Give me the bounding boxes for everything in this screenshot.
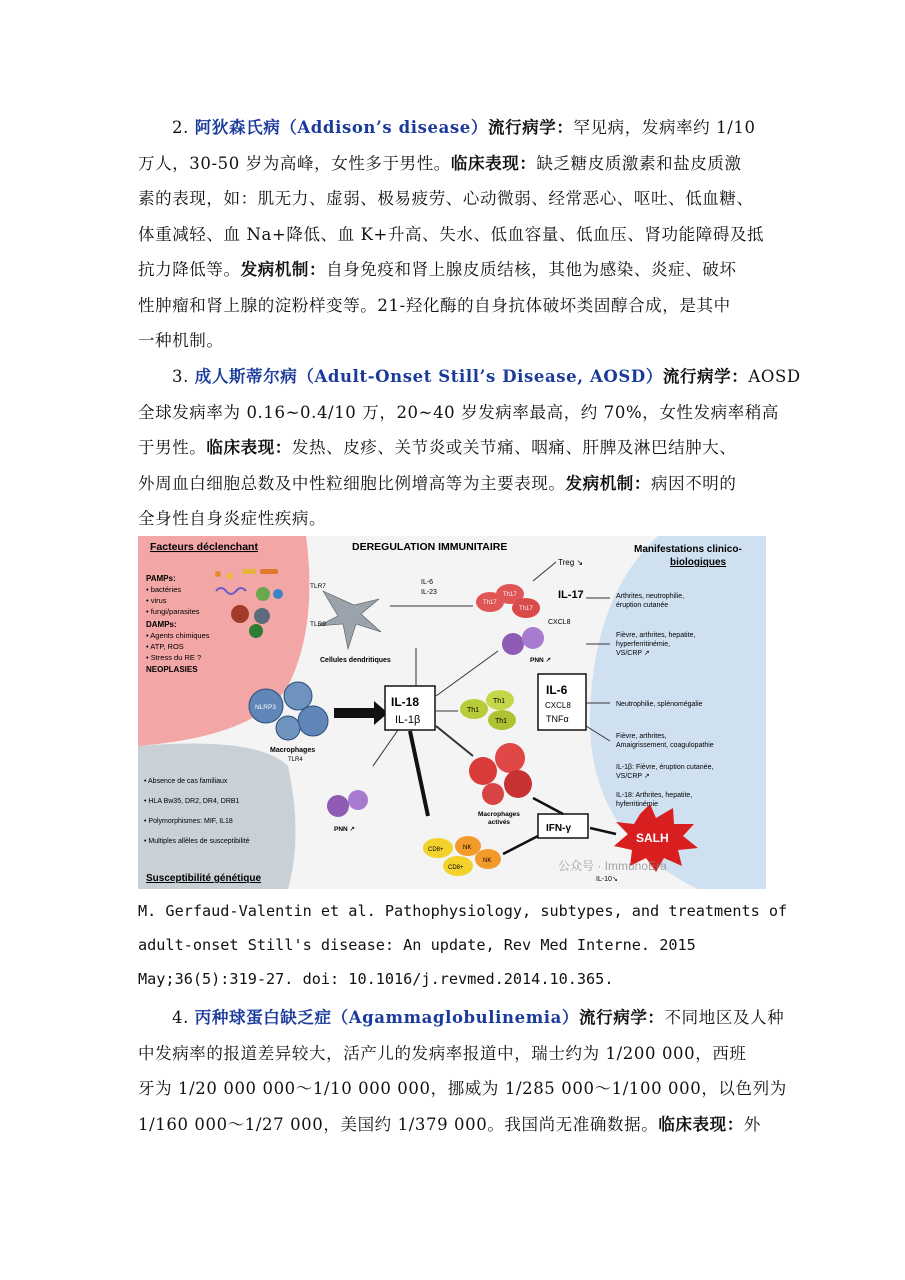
cxcl8-label: CXCL8	[548, 619, 571, 626]
aosd-line-1: 3. 成人斯蒂尔病（Adult-Onset Still’s Disease, AOSD）流行病学：AOSD	[172, 367, 801, 386]
caption-line-1: M. Gerfaud-Valentin et al. Pathophysiology, subtypes, and treatments of	[138, 902, 788, 920]
macact-label-2: activés	[488, 819, 511, 826]
caption-line-2: adult-onset Still's disease: An update, Rev Med Interne. 2015	[138, 936, 696, 954]
macact-label-1: Macrophages	[478, 811, 520, 818]
cd8-label-1: CD8+	[428, 847, 444, 853]
sus-item-3: • Polymorphismes: MIF, IL18	[144, 818, 233, 825]
addison-heading: 阿狄森氏病（Addison’s disease）	[194, 118, 488, 137]
addison-mechanism-label: 发病机制：	[240, 260, 327, 279]
il17-label: IL-17	[558, 589, 584, 601]
il1b-label: IL-1β	[395, 714, 421, 726]
addison-line-1: 2. 阿狄森氏病（Addison’s disease）流行病学：罕见病，发病率约 1/10	[172, 118, 756, 137]
damps-item-2: • ATP, ROS	[146, 642, 184, 651]
nk-label-2: NK	[483, 858, 492, 864]
caption-line-3: May;36(5):319-27. doi: 10.1016/j.revmed.2014.10.365.	[138, 970, 614, 988]
damps-item-3: • Stress du RE ?	[146, 653, 202, 662]
aosd-line-4: 外周血白细胞总数及中性粒细胞比例增高等为主要表现。发病机制：病因不明的	[138, 473, 737, 493]
sus-item-2: • HLA Bw35, DR2, DR4, DRB1	[144, 798, 240, 805]
susceptibility-panel	[138, 744, 296, 890]
manif-5: VS/CRP ↗	[616, 650, 650, 657]
cxcl8-box-label: CXCL8	[545, 701, 571, 710]
agamma-line-3: 牙为 1/20 000 000～1/10 000 000，挪威为 1/285 000～1/100 000，以色列为	[138, 1079, 787, 1098]
manif-title-1: Manifestations clinico-	[634, 544, 742, 555]
nlrp3-label: NLRP3	[255, 704, 276, 711]
agamma-line-4: 1/160 000～1/27 000，美国约 1/379 000。我国尚无准确数据。临床表现：外	[138, 1114, 761, 1134]
aosd-heading: 成人斯蒂尔病（Adult-Onset Still’s Disease, AOSD）	[194, 367, 663, 386]
manif-11: IL-18: Arthrites, hepatite,	[616, 792, 693, 799]
manif-8: Amaigrissement, coagulopathie	[616, 742, 714, 749]
th1-label-1: Th1	[467, 707, 480, 714]
nk-label-1: NK	[463, 845, 472, 851]
addison-paragraph	[138, 110, 770, 359]
addison-line-4: 体重减轻、血 Na+降低、血 K+升高、失水、低血容量、低血压、肾功能障碍及抵	[138, 224, 765, 244]
pamps-item-1: • bactéries	[146, 585, 182, 594]
pamps-label: PAMPs:	[146, 574, 176, 583]
il10-label: IL-10↘	[596, 876, 618, 883]
watermark-label: 公众号 · ImmunoEra	[558, 859, 667, 873]
pnn-top-label: PNN ↗	[530, 657, 551, 664]
agamma-epi-label: 流行病学：	[579, 1008, 665, 1027]
manif-6: Neutrophilie, splénomégalie	[616, 701, 703, 708]
sus-item-1: • Absence de cas familiaux	[144, 778, 228, 785]
manif-3: Fièvre, arthrites, hepatite,	[616, 632, 696, 639]
pamps-item-2: • virus	[146, 596, 167, 605]
tlr9-label: TLR9	[310, 621, 326, 628]
agamma-paragraph	[138, 1000, 787, 1142]
addison-line-2: 万人，30-50 岁为高峰，女性多于男性。临床表现：缺乏糖皮质激素和盐皮质激	[138, 153, 742, 173]
il23-label: IL-23	[421, 589, 437, 596]
il6-box-label: IL-6	[546, 683, 568, 697]
aosd-line-5: 全身性自身炎症性疾病。	[138, 509, 327, 528]
aosd-line-2: 全球发病率为 0.16~0.4/10 万，20~40 岁发病率最高，约 70%，女性发病率稍高	[138, 402, 780, 422]
addison-line-6: 性肿瘤和肾上腺的淀粉样变等。21-羟化酶的自身抗体破坏类固醇合成，是其中	[138, 295, 731, 315]
tlr4-label: TLR4	[288, 757, 303, 763]
addison-line-5: 抗力降低等。发病机制：自身免疫和肾上腺皮质结核，其他为感染、炎症、破坏	[138, 260, 737, 279]
addison-epi-label: 流行病学：	[487, 118, 574, 137]
manif-2: éruption cutanée	[616, 602, 669, 609]
treg-label: Treg ↘	[558, 558, 584, 567]
sus-item-4: • Multiples allèles de susceptibilité	[144, 838, 250, 845]
manif-7: Fièvre, arthrites,	[616, 733, 667, 740]
aosd-clinical-label: 临床表现：	[206, 438, 292, 457]
pnn-bottom-label: PNN ↗	[334, 826, 355, 833]
aosd-pathophysiology-figure	[138, 536, 766, 889]
il18-label: IL-18	[391, 695, 420, 709]
ifn-label: IFN-γ	[546, 823, 571, 834]
damps-item-1: • Agents chimiques	[146, 631, 210, 640]
pamps-item-3: • fungi/parasites	[146, 607, 200, 616]
agamma-heading: 丙种球蛋白缺乏症（Agammaglobulinemia）	[194, 1008, 580, 1027]
manif-4: hyperferritinémie,	[616, 641, 671, 648]
th17-label-3: Th17	[519, 606, 533, 612]
manif-title-2: biologiques	[670, 557, 727, 568]
salh-label: SALH	[636, 831, 669, 845]
aosd-epi-label: 流行病学：	[662, 367, 749, 386]
addison-line-3: 素的表现，如：肌无力、虚弱、极易疲劳、心动微弱、经常恶心、呕吐、低血糖、	[138, 189, 754, 208]
neoplasies-label: NEOPLASIES	[146, 665, 198, 674]
agamma-clinical-label: 临床表现：	[658, 1114, 744, 1134]
tlr7-label: TLR7	[310, 583, 326, 590]
aosd-mechanism-label: 发病机制：	[565, 473, 651, 493]
manif-12: hyferritinémie	[616, 801, 659, 808]
agamma-line-1: 4. 丙种球蛋白缺乏症（Agammaglobulinemia）流行病学：不同地区及人种	[172, 1008, 785, 1027]
agamma-line-2: 中发病率的报道差异较大，活产儿的发病率报道中，瑞士约为 1/200 000，西班	[138, 1043, 747, 1063]
damps-label: DAMPs:	[146, 620, 177, 629]
addison-line-7: 一种机制。	[138, 331, 224, 350]
th17-label-1: Th17	[483, 600, 497, 606]
figure-caption	[138, 894, 788, 996]
th1-label-3: Th1	[495, 718, 508, 725]
th1-label-2: Th1	[493, 698, 506, 705]
tnf-box-label: TNFα	[546, 714, 569, 724]
macrophages-label: Macrophages	[270, 747, 316, 754]
center-title: DEREGULATION IMMUNITAIRE	[352, 541, 508, 553]
addison-clinical-label: 临床表现：	[450, 153, 537, 173]
aosd-paragraph	[138, 359, 801, 537]
manif-1: Arthrites, neutrophilie,	[616, 593, 685, 600]
cd8-label-2: CD8+	[448, 865, 464, 871]
aosd-line-3: 于男性。临床表现：发热、皮疹、关节炎或关节痛、咽痛、肝脾及淋巴结肿大、	[138, 438, 737, 457]
th17-label-2: Th17	[503, 592, 517, 598]
il6-label: IL-6	[421, 579, 434, 586]
manif-10: VS/CRP ↗	[616, 773, 650, 780]
sus-title: Susceptibilité génétique	[146, 873, 262, 884]
manif-9: IL-1β: Fièvre, éruption cutanée,	[616, 764, 714, 771]
figure-svg	[138, 536, 766, 889]
triggers-title: Facteurs déclenchant	[150, 541, 258, 553]
dendritic-label: Cellules dendritiques	[320, 657, 391, 664]
